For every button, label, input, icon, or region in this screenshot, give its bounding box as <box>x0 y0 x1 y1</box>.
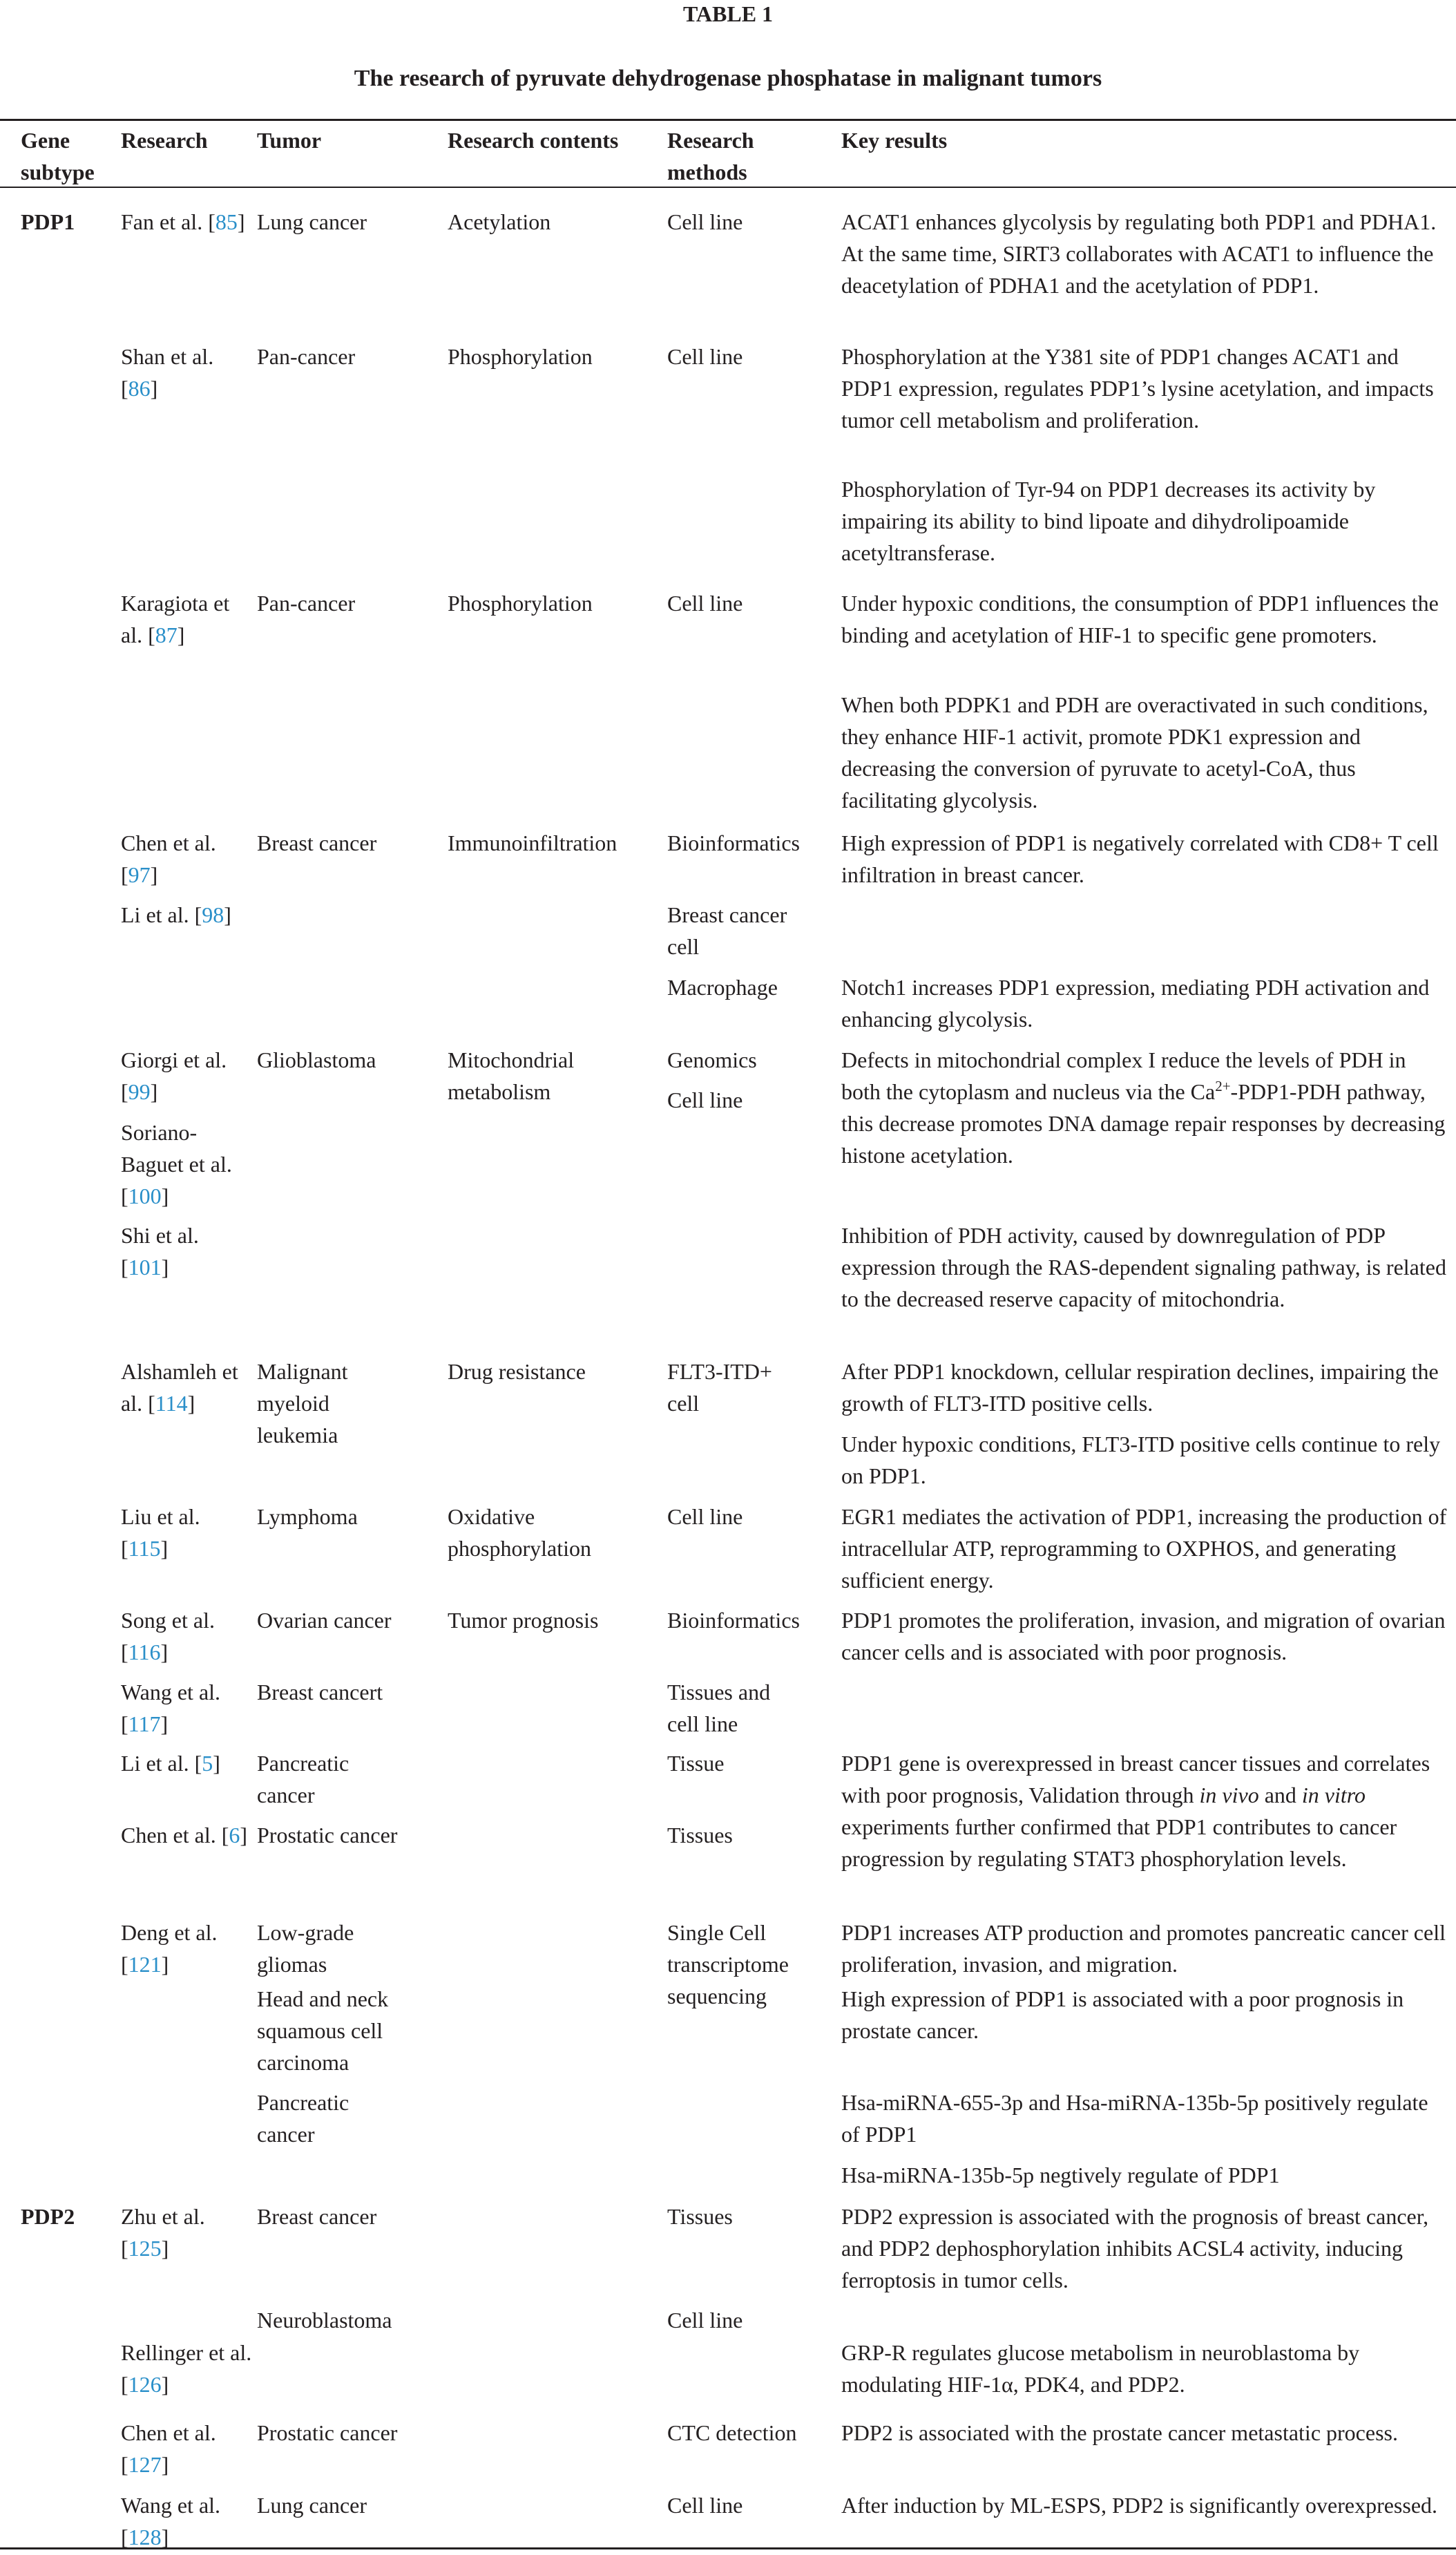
header-gene-subtype: Gene subtype <box>21 128 95 184</box>
citation-link[interactable]: 85 <box>215 209 238 234</box>
research-chen-6: Chen et al. [6] <box>121 1823 248 1848</box>
tumor-glioblastoma: Glioblastoma <box>257 1047 376 1072</box>
method-flt3-itd-cell: FLT3-ITD+ cell <box>667 1359 772 1416</box>
tumor-breast-cancert: Breast cancert <box>257 1680 383 1704</box>
result-flt3-hypoxic: Under hypoxic conditions, FLT3-ITD positive cells continue to rely on PDP1. <box>841 1432 1441 1488</box>
citation-link[interactable]: 125 <box>128 2236 162 2261</box>
content-phosphorylation: Phosphorylation <box>448 591 593 616</box>
citation-link[interactable]: 5 <box>202 1751 213 1776</box>
research-shi: Shi et al. [101] <box>121 1223 199 1280</box>
method-bioinformatics: Bioinformatics <box>667 1608 800 1633</box>
citation-link[interactable]: 97 <box>128 862 151 887</box>
content-phosphorylation: Phosphorylation <box>448 344 593 369</box>
research-li-5: Li et al. [5] <box>121 1751 220 1776</box>
method-tissues: Tissues <box>667 1823 733 1848</box>
tumor-malignant-myeloid-leukemia: Malignant myeloid leukemia <box>257 1359 348 1447</box>
gene-subtype-pdp1: PDP1 <box>21 209 75 234</box>
research-rellinger: Rellinger et al. [126] <box>121 2340 252 2397</box>
citation-link[interactable]: 100 <box>128 1184 162 1208</box>
research-zhu: Zhu et al. [125] <box>121 2204 205 2261</box>
tumor-breast-cancer: Breast cancer <box>257 830 377 855</box>
citation-link[interactable]: 87 <box>155 623 178 647</box>
method-genomics: Genomics <box>667 1047 757 1072</box>
research-chen-97: Chen et al. [97] <box>121 830 216 887</box>
table-title: The research of pyruvate dehydrogenase phosphatase in malignant tumors <box>354 66 1102 91</box>
tumor-lung-cancer: Lung cancer <box>257 209 367 234</box>
result-grp-r: GRP-R regulates glucose metabolism in neuroblastoma by modulating HIF-1α, PDK4, and PDP2. <box>841 2340 1360 2397</box>
citation-link[interactable]: 127 <box>128 2452 162 2477</box>
result-pdp2-ferroptosis: PDP2 expression is associated with the prognosis of breast cancer, and PDP2 dephosphorylation inhibits ACSL4 activity, inducing ferroptosis in tumor cells. <box>841 2204 1429 2292</box>
result-hypoxic-hif1: Under hypoxic conditions, the consumption of PDP1 influences the binding and acetylation of HIF-1 to specific gene promoters. <box>841 591 1439 647</box>
citation-link[interactable]: 99 <box>128 1079 151 1104</box>
research-soriano-baguet: Soriano-Baguet et al. [100] <box>121 1120 232 1208</box>
result-stat3: PDP1 gene is overexpressed in breast cancer tissues and correlates with poor prognosis, Validation through in vivo and in vitro experiments further confirmed that PDP1 contributes to cancer progression by regulating STAT3 phosphorylation levels. <box>841 1751 1430 1871</box>
citation-link[interactable]: 101 <box>128 1255 162 1280</box>
content-mitochondrial-metabolism: Mitochondrial metabolism <box>448 1047 575 1104</box>
research-liu: Liu et al. [115] <box>121 1504 200 1561</box>
method-cell-line: Cell line <box>667 1087 743 1112</box>
citation-link[interactable]: 121 <box>128 1952 162 1977</box>
research-deng: Deng et al. [121] <box>121 1920 218 1977</box>
gene-subtype-pdp2: PDP2 <box>21 2204 75 2229</box>
result-prostate-metastatic: PDP2 is associated with the prostate cancer metastatic process. <box>841 2420 1398 2445</box>
citation-link[interactable]: 114 <box>155 1391 188 1416</box>
citation-link[interactable]: 115 <box>128 1536 161 1561</box>
result-acat1-glycolysis: ACAT1 enhances glycolysis by regulating both PDP1 and PDHA1. At the same time, SIRT3 collaborates with ACAT1 to influence the deacetylation of PDHA1 and the acetylation of PDP1. <box>841 209 1437 298</box>
header-research-methods: Research methods <box>667 128 754 184</box>
citation-link[interactable]: 126 <box>128 2372 162 2397</box>
research-fan: Fan et al. [85] <box>121 209 245 234</box>
tumor-neuroblastoma: Neuroblastoma <box>257 2308 392 2333</box>
citation-link[interactable]: 6 <box>229 1823 240 1848</box>
method-ctc-detection: CTC detection <box>667 2420 797 2445</box>
top-rule <box>0 119 1456 121</box>
research-alshamleh: Alshamleh et al. [114] <box>121 1359 238 1416</box>
method-tissues-and-cell-line: Tissues and cell line <box>667 1680 771 1736</box>
tumor-lymphoma: Lymphoma <box>257 1504 358 1529</box>
method-macrophage: Macrophage <box>667 975 778 1000</box>
content-acetylation: Acetylation <box>448 209 551 234</box>
result-tyr94-phosphorylation: Phosphorylation of Tyr-94 on PDP1 decreases its activity by impairing its ability to bind lipoate and dihydrolipoamide acetyltransferase. <box>841 477 1376 565</box>
method-cell-line: Cell line <box>667 591 743 616</box>
result-mirna-negative: Hsa-miRNA-135b-5p negtively regulate of PDP1 <box>841 2163 1280 2187</box>
table-label: TABLE 1 <box>682 1 774 26</box>
research-karagiota: Karagiota et al. [87] <box>121 591 230 647</box>
header-research-contents: Research contents <box>448 128 619 153</box>
header-research: Research <box>121 128 208 153</box>
research-shan: Shan et al. [86] <box>121 344 214 401</box>
result-mirna-positive: Hsa-miRNA-655-3p and Hsa-miRNA-135b-5p positively regulate of PDP1 <box>841 2090 1428 2147</box>
method-cell-line: Cell line <box>667 344 743 369</box>
result-ras-signaling: Inhibition of PDH activity, caused by downregulation of PDP expression through the RAS-dependent signaling pathway, is related to the decreased reserve capacity of mitochondria. <box>841 1223 1446 1311</box>
header-key-results: Key results <box>841 128 948 153</box>
tumor-lung-cancer: Lung cancer <box>257 2493 367 2518</box>
method-single-cell-sequencing: Single Cell transcriptome sequencing <box>667 1920 789 2008</box>
content-immunoinfiltration: Immunoinfiltration <box>448 830 617 855</box>
tumor-breast-cancer: Breast cancer <box>257 2204 377 2229</box>
result-prostate-prognosis: High expression of PDP1 is associated with a poor prognosis in prostate cancer. <box>841 1986 1404 2043</box>
method-tissues: Tissues <box>667 2204 733 2229</box>
result-cd8-infiltration: High expression of PDP1 is negatively correlated with CD8+ T cell infiltration in breast cancer. <box>841 830 1439 887</box>
result-pdpk1-glycolysis: When both PDPK1 and PDH are overactivated in such conditions, they enhance HIF-1 activit, promote PDK1 expression and decreasing the conversion of pyruvate to acetyl-CoA, thus facilitating glycolysis. <box>841 692 1428 813</box>
method-cell-line: Cell line <box>667 209 743 234</box>
tumor-pancreatic-cancer: Pancreatic cancer <box>257 2090 349 2147</box>
content-tumor-prognosis: Tumor prognosis <box>448 1608 599 1633</box>
citation-link[interactable]: 117 <box>128 1711 161 1736</box>
tumor-low-grade-gliomas: Low-grade gliomas <box>257 1920 354 1977</box>
research-song: Song et al. [116] <box>121 1608 215 1664</box>
result-notch1: Notch1 increases PDP1 expression, mediating PDH activation and enhancing glycolysis. <box>841 975 1430 1032</box>
research-wang-117: Wang et al. [117] <box>121 1680 221 1736</box>
result-egr1: EGR1 mediates the activation of PDP1, increasing the production of intracellular ATP, reprogramming to OXPHOS, and generating sufficient energy. <box>841 1504 1447 1593</box>
result-pdp1-knockdown: After PDP1 knockdown, cellular respiration declines, impairing the growth of FLT3-ITD positive cells. <box>841 1359 1439 1416</box>
header-tumor: Tumor <box>257 128 322 153</box>
result-y381-phosphorylation: Phosphorylation at the Y381 site of PDP1 changes ACAT1 and PDP1 expression, regulates PDP1’s lysine acetylation, and impacts tumor cell metabolism and proliferation. <box>841 344 1434 433</box>
method-cell-line: Cell line <box>667 1504 743 1529</box>
method-cell-line: Cell line <box>667 2493 743 2518</box>
result-atp-production: PDP1 increases ATP production and promotes pancreatic cancer cell proliferation, invasion, and migration. <box>841 1920 1446 1977</box>
citation-link[interactable]: 128 <box>128 2525 162 2549</box>
citation-link[interactable]: 86 <box>128 376 151 401</box>
tumor-prostatic-cancer: Prostatic cancer <box>257 1823 398 1848</box>
research-li-98: Li et al. [98] <box>121 902 231 927</box>
research-chen-127: Chen et al. [127] <box>121 2420 216 2477</box>
citation-link[interactable]: 98 <box>202 902 224 927</box>
tumor-ovarian-cancer: Ovarian cancer <box>257 1608 392 1633</box>
method-bioinformatics: Bioinformatics <box>667 830 800 855</box>
research-wang-128: Wang et al. [128] <box>121 2493 221 2549</box>
method-cell-line: Cell line <box>667 2308 743 2333</box>
tumor-pancreatic-cancer: Pancreatic cancer <box>257 1751 349 1807</box>
method-tissue: Tissue <box>667 1751 725 1776</box>
tumor-pan-cancer: Pan-cancer <box>257 344 356 369</box>
result-ovarian: PDP1 promotes the proliferation, invasion, and migration of ovarian cancer cells and is associated with poor prognosis. <box>841 1608 1446 1664</box>
method-breast-cancer-cell: Breast cancer cell <box>667 902 787 959</box>
result-mitochondrial-complex: Defects in mitochondrial complex I reduce the levels of PDH in both the cytoplasm and nucleus via the $Ca^{2+}-PDP1$-PDH pathway, this decrease promotes DNA damage repair responses by decreasing histone acetylation. <box>841 1047 1446 1168</box>
citation-link[interactable]: 116 <box>128 1640 161 1664</box>
result-ml-esps: After induction by ML-ESPS, PDP2 is significantly overexpressed. <box>841 2493 1438 2518</box>
content-drug-resistance: Drug resistance <box>448 1359 586 1384</box>
content-oxidative-phosphorylation: Oxidative phosphorylation <box>448 1504 591 1561</box>
tumor-pan-cancer: Pan-cancer <box>257 591 356 616</box>
research-giorgi: Giorgi et al. [99] <box>121 1047 227 1104</box>
tumor-prostatic-cancer: Prostatic cancer <box>257 2420 398 2445</box>
tumor-head-and-neck-carcinoma: Head and neck squamous cell carcinoma <box>257 1986 389 2075</box>
